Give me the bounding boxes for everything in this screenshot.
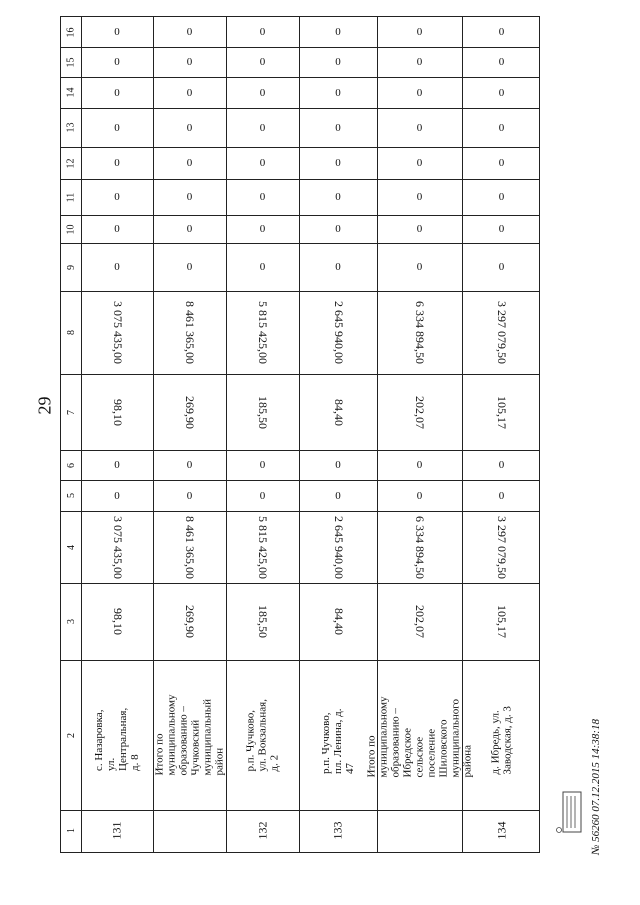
value-c8: 2 645 940,00 — [331, 301, 346, 364]
value-c13: 0 — [498, 121, 505, 134]
value-c7: 185,50 — [256, 395, 270, 429]
value-c7: 202,07 — [413, 395, 427, 429]
value-cell-c12 — [377, 147, 462, 179]
registration-stamp-text: № 56260 07.12.2015 14:38:18 — [590, 719, 602, 855]
value-c7: 84,40 — [331, 398, 346, 426]
value-c8: 8 461 365,00 — [183, 301, 197, 364]
value-c14: 0 — [186, 86, 193, 99]
column-number-label: 2 — [65, 732, 77, 738]
value-cell-c4 — [153, 511, 226, 583]
value-c11: 0 — [416, 191, 423, 203]
row-id: 131 — [109, 821, 124, 840]
row-id-cell — [153, 810, 226, 851]
value-cell-c10 — [377, 215, 462, 243]
value-cell-c10 — [153, 215, 226, 243]
value-c8: 5 815 425,00 — [256, 301, 270, 364]
value-cell-c11 — [153, 179, 226, 215]
value-cell-c11 — [226, 179, 299, 215]
value-c13: 0 — [259, 121, 266, 134]
value-c3: 185,50 — [256, 605, 270, 638]
value-c7: 98,10 — [110, 398, 125, 426]
value-c11: 0 — [186, 191, 193, 203]
value-cell-c15 — [226, 47, 299, 77]
value-cell-c6 — [299, 450, 377, 480]
value-c6: 0 — [186, 459, 193, 471]
value-c16: 0 — [416, 26, 423, 38]
value-cell-c6 — [226, 450, 299, 480]
address-cell — [153, 660, 226, 810]
row-id-cell — [81, 810, 153, 851]
value-c10: 0 — [114, 223, 120, 235]
value-c16: 0 — [335, 26, 341, 38]
value-c4: 3 075 435,00 — [110, 515, 125, 579]
column-number-header — [61, 660, 81, 810]
value-c13: 0 — [114, 121, 120, 134]
column-number-header — [61, 108, 81, 147]
value-cell-c16 — [377, 17, 462, 47]
value-cell-c7 — [153, 374, 226, 450]
value-cell-c7 — [377, 374, 462, 450]
address-text: Итого по муниципальному образованию – Ибредское сельское поселение Шиловского муниципального района — [365, 696, 474, 778]
value-cell-c16 — [299, 17, 377, 47]
row-id-cell — [462, 810, 541, 851]
address-cell — [226, 660, 299, 810]
value-cell-c14 — [377, 77, 462, 108]
column-number-header — [61, 179, 81, 215]
value-cell-c9 — [377, 243, 462, 291]
column-number-label: 4 — [65, 544, 77, 550]
column-number-label: 10 — [65, 224, 77, 234]
value-c8: 6 334 894,50 — [413, 301, 427, 364]
address-text: д. Ибредь, ул. Заводская, д. 3 — [489, 706, 514, 775]
value-c12: 0 — [335, 157, 341, 169]
value-c9: 0 — [259, 261, 266, 273]
value-cell-c15 — [377, 47, 462, 77]
value-c10: 0 — [259, 223, 266, 235]
value-c15: 0 — [416, 56, 423, 68]
value-cell-c16 — [153, 17, 226, 47]
value-cell-c10 — [226, 215, 299, 243]
value-c9: 0 — [416, 261, 423, 273]
address-text: р.п. Чучково, пл. Ленина, д. 47 — [320, 708, 356, 774]
value-cell-c15 — [153, 47, 226, 77]
value-cell-c9 — [226, 243, 299, 291]
value-cell-c12 — [81, 147, 153, 179]
value-cell-c4 — [462, 511, 541, 583]
column-number-header — [61, 47, 81, 77]
value-c16: 0 — [259, 26, 266, 38]
value-cell-c5 — [226, 480, 299, 511]
value-cell-c13 — [153, 108, 226, 147]
value-cell-c7 — [299, 374, 377, 450]
row-id: 134 — [494, 821, 508, 840]
column-number-label: 6 — [65, 462, 77, 468]
value-c11: 0 — [259, 191, 266, 203]
stamp-logo-icon — [555, 790, 589, 834]
value-c12: 0 — [186, 157, 193, 169]
column-number-label: 13 — [65, 122, 77, 133]
value-c3: 98,10 — [110, 608, 125, 635]
column-number-label: 8 — [65, 330, 77, 335]
value-cell-c7 — [81, 374, 153, 450]
value-cell-c16 — [226, 17, 299, 47]
column-number-header — [61, 374, 81, 450]
value-c8: 3 075 435,00 — [110, 301, 125, 364]
column-number-label: 15 — [65, 57, 77, 67]
value-cell-c9 — [81, 243, 153, 291]
value-cell-c3 — [462, 583, 541, 660]
value-c6: 0 — [114, 459, 120, 471]
value-c3: 269,90 — [183, 605, 197, 638]
column-number-label: 7 — [65, 409, 77, 415]
row-id: 133 — [330, 821, 345, 840]
value-c9: 0 — [335, 261, 341, 273]
column-number-label: 12 — [65, 158, 77, 168]
value-cell-c8 — [153, 291, 226, 374]
value-cell-c10 — [462, 215, 541, 243]
value-cell-c9 — [462, 243, 541, 291]
value-c13: 0 — [335, 121, 341, 134]
value-c12: 0 — [114, 157, 120, 169]
value-c14: 0 — [335, 86, 341, 99]
value-c4: 6 334 894,50 — [413, 515, 427, 579]
value-c5: 0 — [114, 489, 120, 502]
value-c15: 0 — [335, 56, 341, 68]
value-cell-c3 — [226, 583, 299, 660]
column-number-label: 5 — [65, 493, 77, 498]
value-cell-c15 — [462, 47, 541, 77]
value-cell-c4 — [377, 511, 462, 583]
value-c3: 105,17 — [495, 605, 509, 638]
value-c14: 0 — [416, 86, 423, 99]
value-c5: 0 — [498, 489, 505, 502]
address-cell — [365, 660, 474, 810]
value-c15: 0 — [259, 56, 266, 68]
value-c9: 0 — [186, 261, 193, 273]
address-cell — [462, 660, 541, 810]
value-cell-c13 — [81, 108, 153, 147]
value-cell-c10 — [299, 215, 377, 243]
page-number: 29 — [34, 396, 55, 415]
value-c16: 0 — [498, 26, 505, 38]
value-c8: 3 297 079,50 — [495, 301, 509, 364]
column-number-label: 1 — [65, 828, 77, 833]
column-number-header — [61, 511, 81, 583]
value-cell-c4 — [226, 511, 299, 583]
column-number-label: 11 — [65, 192, 77, 202]
row-id: 132 — [255, 821, 269, 840]
value-cell-c16 — [81, 17, 153, 47]
row-id-cell — [377, 810, 462, 851]
value-c11: 0 — [498, 191, 505, 203]
value-cell-c14 — [153, 77, 226, 108]
value-c11: 0 — [335, 191, 341, 203]
value-cell-c3 — [377, 583, 462, 660]
value-c4: 5 815 425,00 — [256, 515, 270, 579]
value-c12: 0 — [259, 157, 266, 169]
value-c3: 202,07 — [413, 605, 427, 638]
value-cell-c10 — [81, 215, 153, 243]
value-cell-c5 — [377, 480, 462, 511]
column-number-header — [61, 243, 81, 291]
value-cell-c11 — [81, 179, 153, 215]
value-cell-c6 — [153, 450, 226, 480]
value-cell-c5 — [153, 480, 226, 511]
value-cell-c12 — [299, 147, 377, 179]
address-text: с. Назаровка, ул. Центральная, д. 8 — [93, 707, 141, 771]
value-c6: 0 — [335, 459, 341, 471]
column-number-label: 14 — [65, 87, 77, 98]
value-c14: 0 — [498, 86, 505, 99]
value-cell-c5 — [81, 480, 153, 511]
value-cell-c6 — [377, 450, 462, 480]
value-c13: 0 — [416, 121, 423, 134]
value-c5: 0 — [416, 489, 423, 502]
value-cell-c6 — [81, 450, 153, 480]
value-cell-c12 — [462, 147, 541, 179]
value-cell-c12 — [226, 147, 299, 179]
value-c10: 0 — [498, 223, 505, 235]
value-c15: 0 — [498, 56, 505, 68]
value-cell-c4 — [81, 511, 153, 583]
value-cell-c13 — [377, 108, 462, 147]
value-c10: 0 — [335, 223, 341, 235]
value-cell-c14 — [226, 77, 299, 108]
value-c7: 269,90 — [183, 395, 197, 429]
value-cell-c8 — [462, 291, 541, 374]
budget-table — [60, 16, 540, 853]
column-number-header — [61, 810, 81, 851]
value-c15: 0 — [114, 56, 120, 68]
column-number-header — [61, 17, 81, 47]
value-cell-c12 — [153, 147, 226, 179]
value-cell-c4 — [299, 511, 377, 583]
value-c6: 0 — [416, 459, 423, 471]
value-c4: 2 645 940,00 — [331, 515, 346, 579]
address-cell — [81, 660, 153, 810]
address-text: р.п. Чучково, ул. Вокзальная, д. 2 — [244, 699, 281, 772]
address-text: Итого по муниципальному образованию – Чучковский муниципальный район — [153, 694, 226, 776]
value-cell-c3 — [81, 583, 153, 660]
value-cell-c14 — [299, 77, 377, 108]
value-cell-c15 — [299, 47, 377, 77]
column-number-label: 9 — [65, 264, 77, 270]
column-number-header — [61, 77, 81, 108]
value-cell-c8 — [377, 291, 462, 374]
column-number-header — [61, 583, 81, 660]
value-cell-c8 — [299, 291, 377, 374]
row-id-cell — [299, 810, 377, 851]
value-cell-c15 — [81, 47, 153, 77]
value-cell-c11 — [462, 179, 541, 215]
column-number-header — [61, 480, 81, 511]
column-number-header — [61, 291, 81, 374]
column-number-label: 3 — [65, 619, 77, 624]
value-c16: 0 — [186, 26, 193, 38]
value-c15: 0 — [186, 56, 193, 68]
value-c6: 0 — [498, 459, 505, 471]
row-id-cell — [226, 810, 299, 851]
value-c5: 0 — [335, 489, 341, 502]
value-cell-c7 — [226, 374, 299, 450]
value-c7: 105,17 — [495, 395, 509, 429]
value-c10: 0 — [186, 223, 193, 235]
value-cell-c6 — [462, 450, 541, 480]
value-c3: 84,40 — [331, 608, 346, 635]
value-c9: 0 — [498, 261, 505, 273]
value-cell-c16 — [462, 17, 541, 47]
value-cell-c14 — [462, 77, 541, 108]
value-c4: 3 297 079,50 — [495, 515, 509, 579]
value-cell-c11 — [299, 179, 377, 215]
value-c10: 0 — [416, 223, 423, 235]
column-number-label: 16 — [65, 27, 77, 37]
value-c9: 0 — [114, 261, 120, 273]
value-c13: 0 — [186, 121, 193, 134]
value-cell-c13 — [462, 108, 541, 147]
value-c4: 8 461 365,00 — [183, 515, 197, 579]
value-cell-c9 — [299, 243, 377, 291]
column-number-header — [61, 215, 81, 243]
column-number-header — [61, 450, 81, 480]
value-c11: 0 — [114, 191, 120, 203]
value-cell-c3 — [153, 583, 226, 660]
value-cell-c8 — [226, 291, 299, 374]
value-cell-c13 — [226, 108, 299, 147]
value-c14: 0 — [259, 86, 266, 99]
value-cell-c5 — [462, 480, 541, 511]
value-cell-c8 — [81, 291, 153, 374]
value-c16: 0 — [114, 26, 120, 38]
value-c12: 0 — [498, 157, 505, 169]
value-cell-c7 — [462, 374, 541, 450]
value-cell-c11 — [377, 179, 462, 215]
value-cell-c13 — [299, 108, 377, 147]
value-cell-c5 — [299, 480, 377, 511]
value-c5: 0 — [186, 489, 193, 502]
value-cell-c9 — [153, 243, 226, 291]
value-c14: 0 — [114, 86, 120, 99]
value-cell-c14 — [81, 77, 153, 108]
column-number-header — [61, 147, 81, 179]
value-c12: 0 — [416, 157, 423, 169]
value-c6: 0 — [259, 459, 266, 471]
value-c5: 0 — [259, 489, 266, 502]
value-cell-c3 — [299, 583, 377, 660]
